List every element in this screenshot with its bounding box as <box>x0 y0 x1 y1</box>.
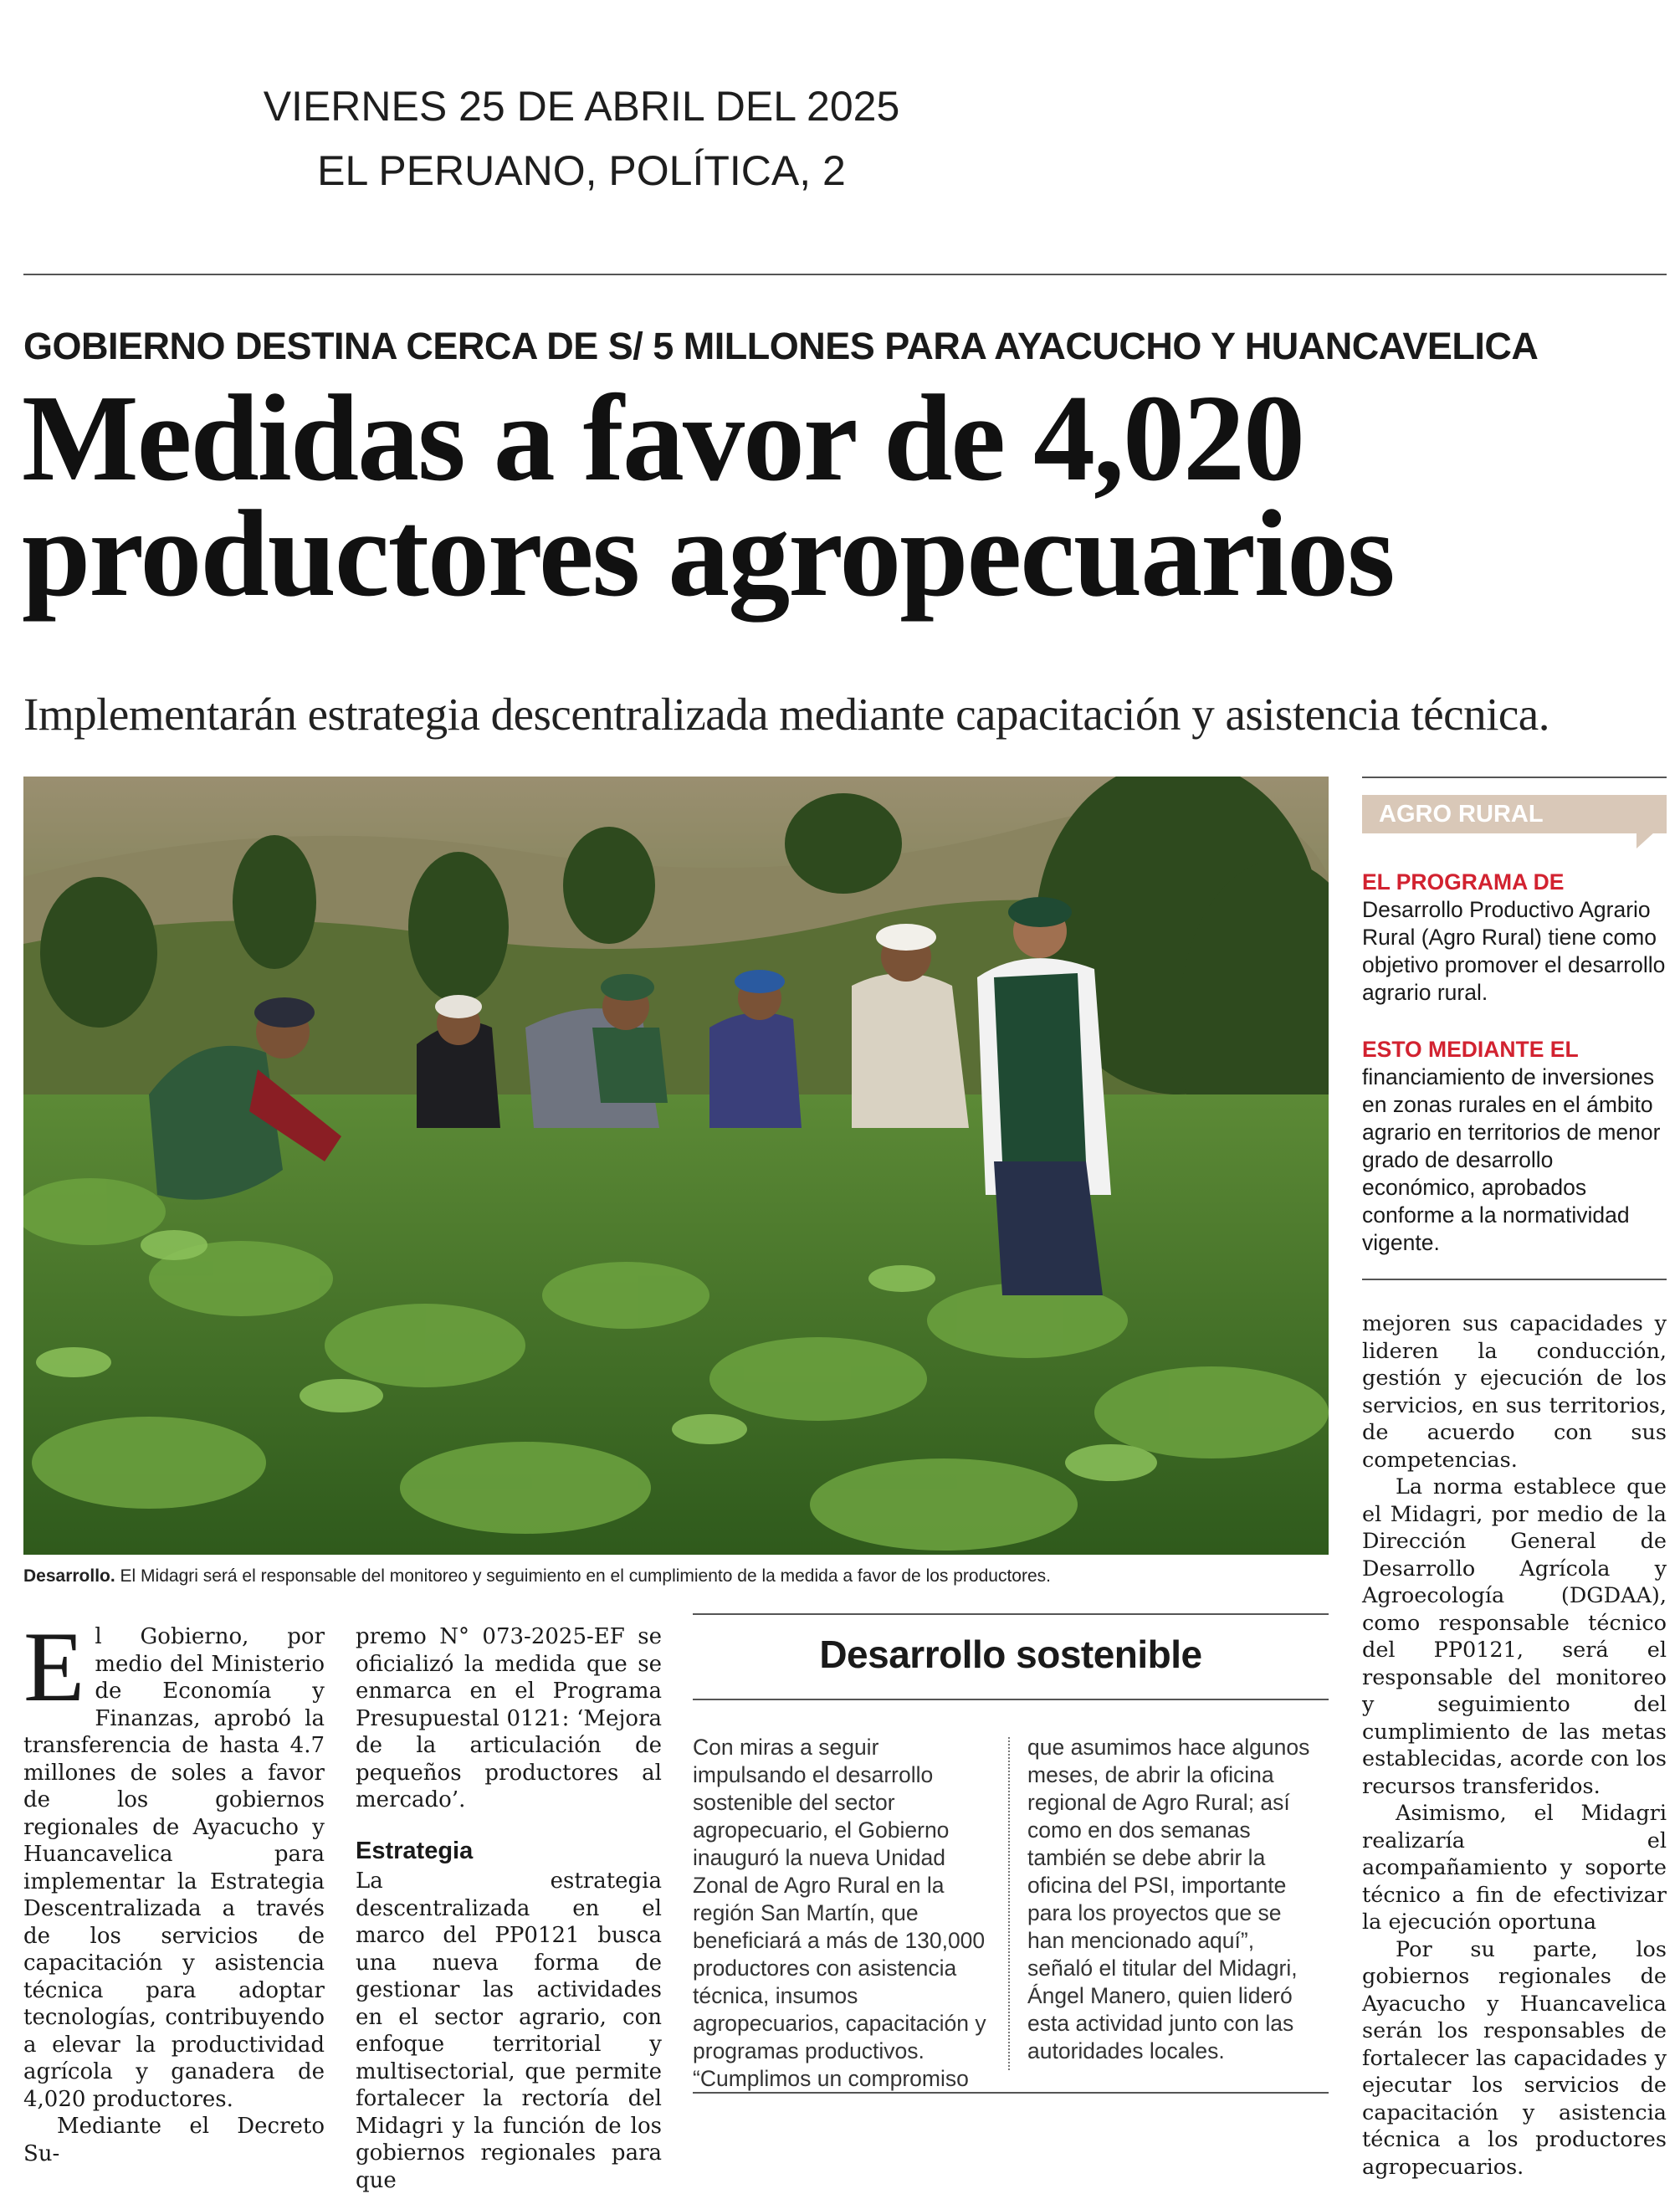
body-paragraph: La norma establece que el Midagri, por medio de la Dirección General de Desarrollo Agrícola y Agroecología (DGDAA), como responsable técnico del PP0121, será el responsable del monitoreo y seguimiento del cumplimiento de las metas establecidas, acorde con los recursos transferidos. <box>1362 1474 1667 1799</box>
sidebar-text-1: Desarrollo Productivo Agrario Rural (Agro Rural) tiene como objetivo promover el desarrollo agrario rural. <box>1362 897 1666 1005</box>
sidebar-tag-label: AGRO RURAL <box>1379 801 1544 828</box>
sidebar-paragraph-1 <box>1362 869 1667 1007</box>
sidebar-bottom-rule <box>1362 1279 1667 1280</box>
box-bottom-rule <box>693 2092 1329 2094</box>
article-kicker: GOBIERNO DESTINA CERCA DE S/ 5 MILLONES PARA AYACUCHO Y HUANCAVELICA <box>23 325 1539 367</box>
drop-cap: E <box>23 1611 85 1722</box>
article-photo <box>23 777 1329 1555</box>
body-paragraph: Mediante el Decreto Su- <box>23 2114 325 2166</box>
body-text: l Gobierno, por medio del Ministerio de Economía y Finanzas, aprobó la transferencia de hasta 4.7 millones de soles a favor de los gobiernos regionales de Ayacucho y Huancavelica para implementar la Estrategia Descentralizada a través de los servicios de capacitación y asistencia técnica para adoptar tecnologías, contribuyendo a elevar la productividad agrícola y ganadera de 4,020 productores. <box>23 1624 325 2112</box>
header-rule <box>23 274 1667 275</box>
headline-line-1: Medidas a favor de 4,020 <box>22 370 1304 507</box>
article-column-2 <box>356 1623 662 2194</box>
box-column-divider <box>1008 1737 1010 2070</box>
article-deck: Implementarán estrategia descentralizada mediante capacitación y asistencia técnica. <box>23 689 1549 740</box>
box-column-2: que asumimos hace algunos meses, de abrir la oficina regional de Agro Rural; así como en dos semanas también se debe abrir la oficina del PSI, importante para los proyectos que se han mencionado aquí”, señaló el titular del Midagri, Ángel Manero, quien lideró esta actividad junto con las autoridades locales. <box>1027 1735 1310 2063</box>
body-paragraph <box>23 1611 325 2113</box>
caption-label: Desarrollo. <box>23 1566 115 1586</box>
box-title-rule <box>693 1699 1329 1700</box>
article-headline <box>22 370 1394 623</box>
article-column-1 <box>23 1611 325 2167</box>
body-paragraph: premo N° 073-2025-EF se oficializó la medida que se enmarca en el Programa Presupuestal 0121: ‘Mejora de la articulación de pequeños productores al mercado’. <box>356 1624 662 1812</box>
sidebar-lead-2: ESTO MEDIANTE EL <box>1362 1037 1579 1062</box>
sidebar-lead-1: EL PROGRAMA DE <box>1362 869 1565 895</box>
headline-line-2: productores agropecuarios <box>22 485 1394 623</box>
body-paragraph: mejoren sus capacidades y lideren la conducción, gestión y ejecución de los servicios, en sus territorios, de acuerdo con sus competencias. <box>1362 1311 1667 1473</box>
sidebar-text-2: financiamiento de inversiones en zonas rurales en el ámbito agrario en territorios de menor grado de desarrollo económico, aprobados conforme a la normatividad vigente. <box>1362 1064 1661 1255</box>
sidebar-paragraph-2 <box>1362 1036 1667 1257</box>
body-paragraph: La estrategia descentralizada en el marco del PP0121 busca una nueva forma de gestionar las actividades en el sector agrario, con enfoque territorial y multisectorial, que permite fortalecer la rectoría del Midagri y la función de los gobiernos regionales para que <box>356 1868 662 2193</box>
caption-text: El Midagri será el responsable del monitoreo y seguimiento en el cumplimiento de la medida a favor de los productores. <box>115 1566 1051 1586</box>
sidebar-top-rule <box>1362 777 1667 778</box>
issue-date: VIERNES 25 DE ABRIL DEL 2025 <box>263 83 900 130</box>
body-paragraph: Por su parte, los gobiernos regionales de Ayacucho y Huancavelica serán los responsables de fortalecer las capacidades y ejecutar los servicios de capacitación y asistencia técnica a los productores agropecuarios. <box>1362 1936 1667 2180</box>
box-title: Desarrollo sostenible <box>819 1633 1202 1676</box>
section-page: EL PERUANO, POLÍTICA, 2 <box>317 147 846 194</box>
section-subhead: Estrategia <box>356 1837 474 1864</box>
article-column-right <box>1362 1310 1667 2181</box>
sidebar-tag-notch <box>1636 832 1655 848</box>
body-paragraph: Asimismo, el Midagri realizaría el acompañamiento y soporte técnico a fin de efectivizar la ejecución oportuna <box>1362 1801 1667 1935</box>
box-column-1: Con miras a seguir impulsando el desarrollo sostenible del sector agropecuario, el Gobierno inauguró la nueva Unidad Zonal de Agro Rural en la región San Martín, que beneficiará a más de 130,000 productores con asistencia técnica, insumos agropecuarios, capacitación y programas productivos. “Cumplimos un compromiso <box>693 1735 986 2091</box>
photo-caption <box>23 1566 1329 1587</box>
box-top-rule <box>693 1613 1329 1615</box>
